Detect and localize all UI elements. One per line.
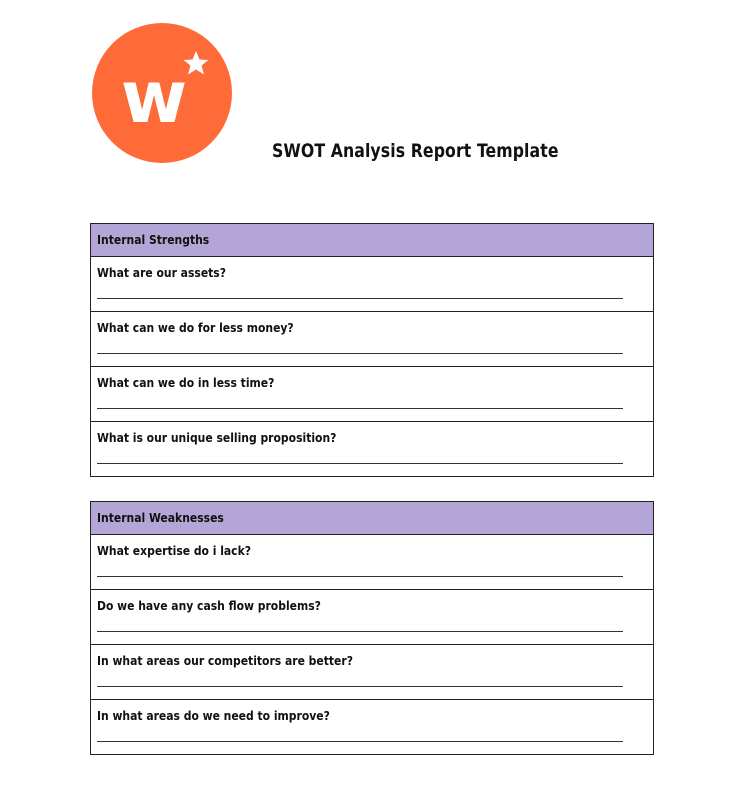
section-internal-strengths [90,223,654,477]
answer-line[interactable] [97,298,623,299]
question-row [91,257,653,312]
answer-line[interactable] [97,741,623,742]
question-row [91,700,653,754]
answer-line[interactable] [97,686,623,687]
question-text: What are our assets? [97,266,226,280]
question-row [91,645,653,700]
question-row [91,367,653,422]
w-star-logo-icon [92,23,232,163]
question-row [91,535,653,590]
question-row [91,312,653,367]
answer-line[interactable] [97,631,623,632]
question-text: In what areas do we need to improve? [97,709,330,723]
page-title: SWOT Analysis Report Template [272,140,559,162]
svg-text:w: w [120,55,188,139]
section-internal-weaknesses [90,501,654,755]
question-row [91,422,653,476]
section-heading: Internal Strengths [91,224,653,257]
question-text: In what areas our competitors are better? [97,654,353,668]
question-text: What can we do in less time? [97,376,275,390]
brand-logo [92,23,232,163]
question-text: Do we have any cash flow problems? [97,599,321,613]
answer-line[interactable] [97,463,623,464]
section-heading: Internal Weaknesses [91,502,653,535]
answer-line[interactable] [97,408,623,409]
question-text: What is our unique selling proposition? [97,431,337,445]
question-row [91,590,653,645]
answer-line[interactable] [97,576,623,577]
answer-line[interactable] [97,353,623,354]
question-text: What can we do for less money? [97,321,294,335]
question-text: What expertise do i lack? [97,544,252,558]
